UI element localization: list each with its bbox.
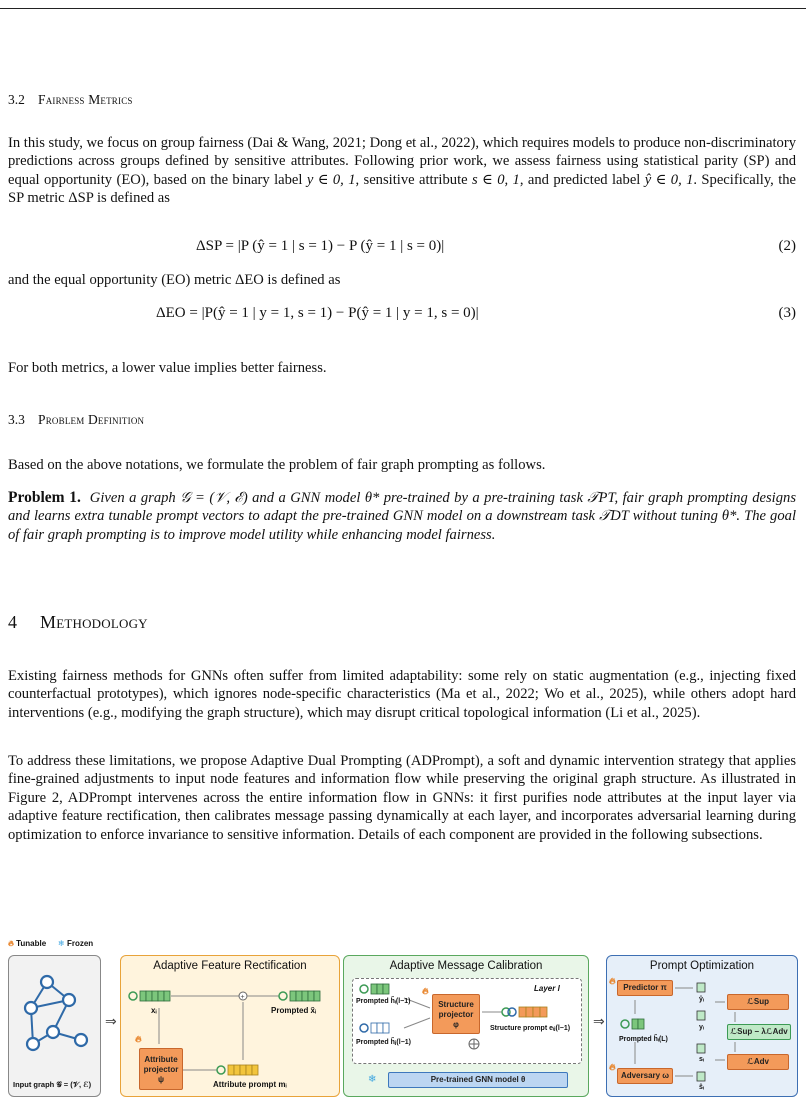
adversary-box: Adversary ω — [617, 1068, 673, 1084]
amc-prompted-hj: Prompted h̃ⱼ(l−1) — [356, 1039, 412, 1046]
text-run: , and predicted label — [519, 171, 645, 188]
po-panel — [606, 955, 798, 1097]
po-title: Prompt Optimization — [649, 960, 755, 972]
text-run: In this study, we focus on group fairness (Dai & Wang, 2021; Dong et al., 2022), which requires models to produce non-discriminatory predictions across groups defined by sensitive attributes. Following prior work, we assess fairness using statistical parity (SP) and equal opportunity (EO), based on the binary label — [8, 135, 796, 188]
legend-tunable-label: Tunable — [16, 939, 47, 948]
flame-icon: 🔥︎ — [422, 986, 429, 996]
section-heading-3-3 — [8, 412, 144, 428]
arrow-icon: ⇒ — [105, 1013, 117, 1029]
attribute-prompt-label: Attribute prompt mᵢ — [213, 1080, 287, 1089]
section-title: Fairness Metrics — [38, 92, 133, 107]
section-title: Methodology — [40, 612, 148, 632]
math-inline: y ∈ 0, 1 — [306, 171, 356, 188]
loss-adv-box: ℒAdv — [727, 1054, 789, 1070]
problem-label: Problem 1. — [8, 489, 81, 506]
flame-icon: 🔥︎ — [609, 976, 616, 986]
text-run: , sensitive attribute — [355, 171, 472, 188]
s-hat-label: ŝᵢ — [699, 1084, 704, 1091]
y-label: yᵢ — [699, 1024, 704, 1031]
loss-sup-box: ℒSup — [727, 994, 789, 1010]
paragraph-problem-intro: Based on the above notations, we formulate the problem of fair graph prompting as follows. — [8, 457, 546, 473]
math-inline: ŷ ∈ 0, 1 — [644, 171, 694, 188]
flame-icon: 🔥︎ — [8, 939, 14, 948]
structure-projector-symbol: φ — [453, 1020, 459, 1029]
structure-projector-label: Structure projector — [438, 1000, 474, 1019]
input-graph-panel — [8, 955, 101, 1097]
math-inline: s ∈ 0, 1 — [471, 171, 520, 188]
paragraph-fairness — [8, 134, 796, 208]
equation-3 — [8, 305, 796, 325]
math-inline: ΔSP — [68, 190, 94, 207]
problem-text: Given a graph 𝒢 = (𝒱, ℰ) and a GNN model θ* pre-trained by a pre-training task 𝒯PT, fair graph prompting designs and learns extra tunable prompt vectors to adapt the pre-trained GNN model on a downstream task 𝒯DT without tuning θ*. The goal of fair graph prompting is to improve model utility while enhancing model fairness. — [8, 490, 796, 543]
pretrained-gnn-box: Pre-trained GNN model θ — [388, 1072, 568, 1088]
amc-title: Adaptive Message Calibration — [389, 960, 543, 972]
equation-number: (2) — [778, 238, 796, 254]
attribute-projector-label: Attribute projector — [143, 1055, 179, 1074]
section-heading-4 — [8, 612, 148, 633]
equation-number: (3) — [778, 305, 796, 321]
legend-tunable — [8, 939, 46, 949]
flame-icon: 🔥︎ — [609, 1062, 616, 1072]
flame-icon: 🔥︎ — [135, 1034, 142, 1044]
afr-x-label: xᵢ — [151, 1006, 157, 1015]
paragraph-fairness-note: For both metrics, a lower value implies better fairness. — [8, 360, 327, 376]
equation-2 — [8, 238, 796, 258]
attribute-projector-box — [139, 1048, 183, 1090]
po-prompted-h: Prompted h̃ᵢ(L) — [619, 1036, 668, 1043]
attribute-projector-symbol: ψ — [157, 1075, 165, 1084]
text-run: . Specifically, the SP metric — [8, 171, 797, 207]
snowflake-icon: ❄ — [368, 1074, 377, 1085]
section-number: 3.3 — [8, 412, 25, 427]
legend-frozen-label: Frozen — [66, 939, 94, 948]
input-graph-label: Input graph 𝒢 = (𝒱, ℰ) — [13, 1080, 92, 1089]
top-rule — [0, 8, 806, 9]
structure-prompt-label: Structure prompt eᵢⱼ(l−1) — [490, 1025, 571, 1032]
paragraph-eo-intro: and the equal opportunity (EO) metric ΔEO is defined as — [8, 272, 341, 288]
section-title: Problem Definition — [38, 412, 145, 427]
s-label: sᵢ — [699, 1056, 704, 1063]
predictor-box: Predictor π — [617, 980, 673, 996]
text-run: is defined as — [93, 190, 170, 207]
paragraph-methodology-2: To address these limitations, we propose Adaptive Dual Prompting (ADPrompt), a soft and dynamic intervention strategy that applies fine-grained adjustments to input node features and information flow while preserving the original graph structure. As illustrated in Figure 2, ADPrompt intervenes across the entire information flow in GNNs: it first purifies node attributes at the input layer via adaptive feature rectification, then calibrates message passing dynamically at each layer, and incorporates adversarial learning during optimization to enforce invariance to sensitive information. Details of each component are provided in the following subsections. — [8, 753, 796, 843]
input-graph-icon — [9, 960, 100, 1070]
figure-2 — [8, 939, 798, 1099]
afr-panel — [120, 955, 340, 1097]
arrow-icon: ⇒ — [593, 1013, 605, 1029]
amc-prompted-hi: Prompted h̃ᵢ(l−1) — [356, 998, 411, 1005]
snowflake-icon: ❄ — [58, 939, 65, 948]
loss-total-box: ℒSup − λℒAdv — [727, 1024, 791, 1040]
problem-statement — [8, 489, 796, 544]
equation-body: ΔEO = |P(ŷ = 1 | y = 1, s = 1) − P(ŷ = 1 | y = 1, s = 0)| — [156, 305, 479, 321]
equation-body: ΔSP = |P (ŷ = 1 | s = 1) − P (ŷ = 1 | s = 0)| — [196, 238, 445, 254]
y-hat-label: ŷᵢ — [699, 996, 704, 1003]
amc-panel — [343, 955, 589, 1097]
svg-text:+: + — [240, 994, 245, 1001]
paragraph-methodology-1: Existing fairness methods for GNNs often suffer from limited adaptability: some rely on static augmentation (e.g., injecting fixed counterfactual prototypes), which ignores node-specific characteristics (Ma et al., 2022; Wo et al., 2025), while others adopt hard interventions (e.g., modifying the graph structure), which may disrupt critical topological information (Li et al., 2025). — [8, 668, 796, 721]
section-heading-3-2 — [8, 92, 133, 108]
structure-projector-box — [432, 994, 480, 1034]
layer-label: Layer l — [534, 984, 560, 993]
legend-frozen — [58, 939, 93, 948]
section-number: 3.2 — [8, 92, 25, 107]
afr-title: Adaptive Feature Rectification — [153, 960, 307, 972]
section-number: 4 — [8, 612, 17, 632]
afr-prompted-label: Prompted x̃ᵢ — [271, 1006, 317, 1015]
